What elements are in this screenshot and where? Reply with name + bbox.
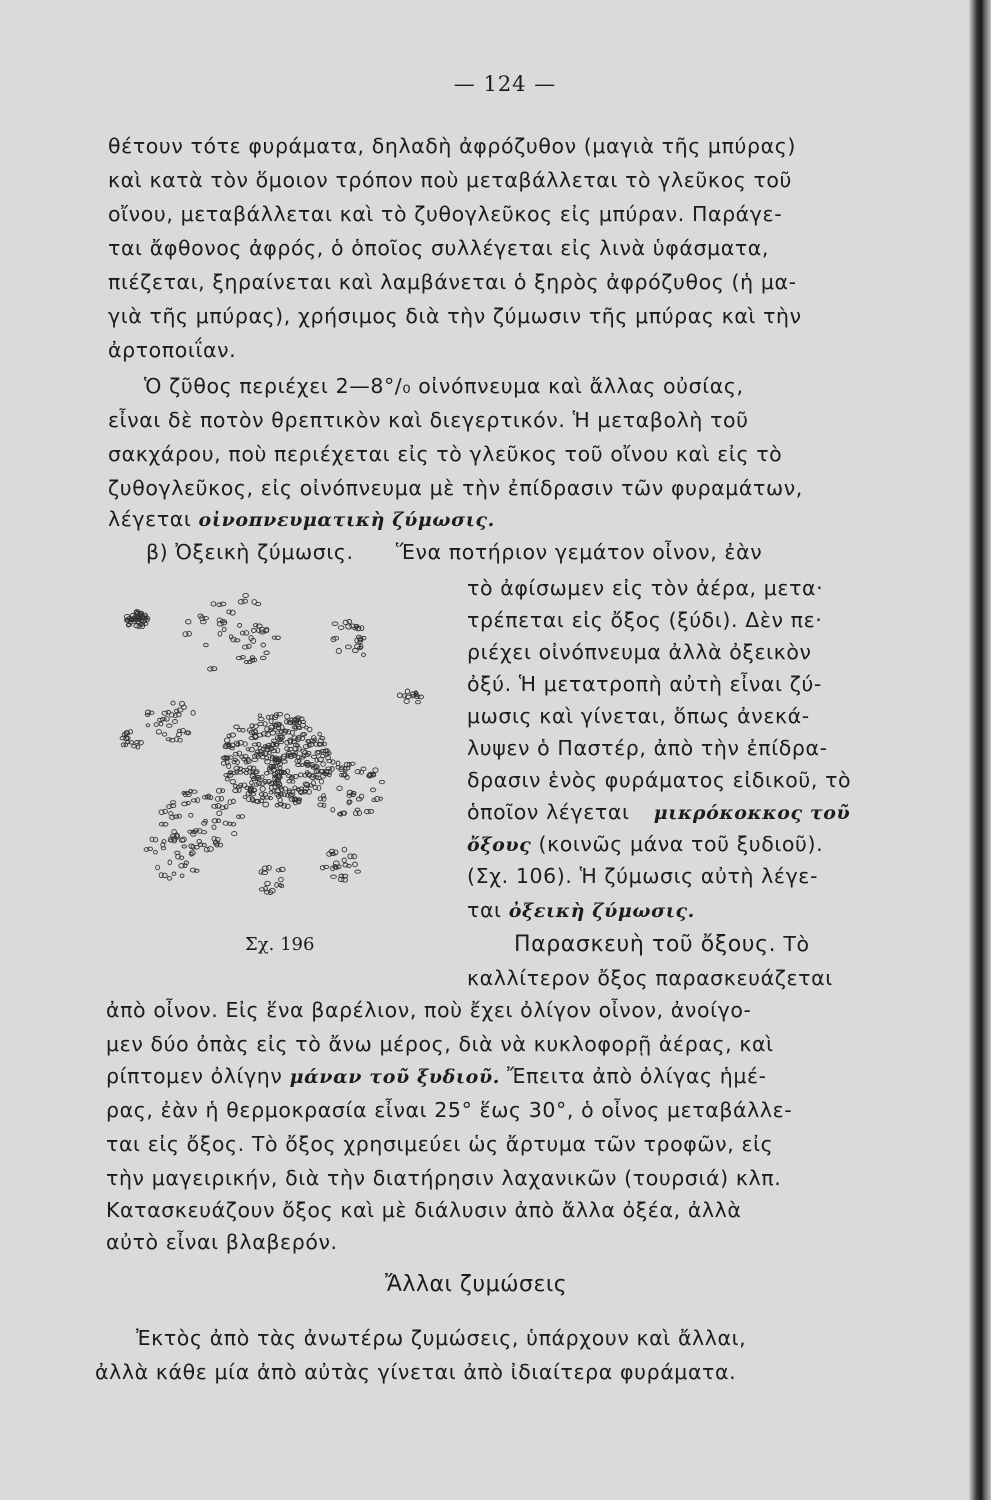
bacterium-cell (397, 693, 402, 698)
text-fragment: Ἔπειτα ἀπὸ ὀλίγας ἡμέ- (499, 1064, 767, 1088)
bacterium-cell (238, 623, 242, 627)
bacterium-cell (234, 639, 240, 642)
text-fragment: λέγεται (108, 507, 199, 531)
text-line: Ἐκτὸς ἀπὸ τὰς ἀνωτέρω ζυμώσεις, ὑπάρχουν καὶ ἄλλαι, (136, 1326, 747, 1350)
bacterium-cell (336, 649, 341, 654)
bacterium-cell (342, 858, 346, 863)
bacterium-cell (278, 766, 282, 769)
emphasized-term: ὀξεικὴ ζύμωσις. (508, 900, 695, 922)
bacterium-cell (204, 643, 209, 646)
bacterium-cell (318, 732, 322, 736)
text-line: μεν δύο ὀπὰς εἰς τὸ ἄνω μέρος, διὰ νὰ κυκλοφορῇ ἀέρας, καὶ (106, 1032, 774, 1056)
text-fragment: ὁποῖον λέγεται (467, 800, 630, 824)
bacterium-cell (153, 850, 157, 854)
emphasized-term: οἰνοπνευματικὴ ζύμωσις. (198, 509, 495, 531)
bacterium-cell (189, 813, 193, 817)
bacterium-cell (353, 862, 358, 867)
bacterium-cell (252, 758, 258, 761)
section-heading: Ἄλλαι ζυμώσεις (385, 1272, 568, 1297)
bacterium-cell (186, 801, 190, 804)
bacterium-cell (173, 815, 179, 818)
bacterium-cell (362, 653, 366, 657)
bacterium-cell (373, 768, 378, 773)
paragraph-heading: Παρασκευὴ τοῦ ὄξους. (514, 932, 777, 957)
text-line: τρέπεται εἰς ὄξος (ξύδι). Δὲν πε· (467, 608, 823, 632)
bacterium-cell (232, 799, 236, 804)
bacterium-cell (230, 779, 235, 784)
figure-caption: Σχ. 196 (245, 934, 315, 955)
bacterium-cell (181, 837, 187, 842)
text-line: ριέχει οἰνόπνευμα ἀλλὰ ὀξεικὸν (467, 640, 812, 664)
bacterium-cell (247, 644, 252, 648)
page-number: — 124 — (453, 72, 557, 96)
text-line (146, 538, 762, 566)
bacterium-cell (156, 865, 160, 870)
bacterium-cell (342, 874, 348, 877)
text-line: εἶναι δὲ ποτὸν θρεπτικὸν καὶ διεγερτικόν. Ἡ μεταβολὴ τοῦ (108, 408, 749, 432)
bacterium-cell (217, 811, 222, 816)
text-line: ται ἄφθονος ἀφρός, ὁ ὁποῖος συλλέγεται εἰς λινὰ ὑφάσματα, (108, 236, 769, 260)
text-line: καλλίτερον ὄξος παρασκευάζεται (467, 966, 833, 990)
bacterium-cell (224, 738, 230, 743)
bacterium-cell (240, 656, 245, 659)
bacterium-cell (250, 781, 254, 785)
bacterium-cell (187, 631, 192, 636)
bacterium-cell (243, 593, 249, 597)
bacterium-cell (168, 876, 172, 880)
bacterium-cell (260, 786, 265, 791)
page-binding-edge (969, 0, 991, 1500)
bacterium-cell (416, 701, 421, 704)
text-line: ὀξύ. Ἡ μετατροπὴ αὐτὴ εἶναι ζύ- (467, 672, 822, 696)
text-line: τὸ ἀφίσωμεν εἰς τὸν ἀέρα, μετα· (467, 576, 824, 600)
bacterium-cell (291, 730, 295, 735)
text-line: πιέζεται, ξηραίνεται καὶ λαμβάνεται ὁ ξηρὸς ἀφρόζυθος (ἡ μα- (108, 270, 797, 294)
bacterium-cell (162, 733, 166, 737)
bacterium-cell (323, 742, 327, 746)
bacterium-cell (218, 631, 222, 636)
bacterium-cell (266, 865, 271, 870)
bacterium-cell (272, 739, 277, 742)
bacterium-cell (256, 742, 261, 746)
bacterium-cell (258, 714, 262, 717)
bacterium-cell (279, 741, 284, 744)
bacterium-cell (190, 868, 196, 872)
bacterium-cell (212, 825, 216, 830)
text-line: οἴνου, μεταβάλλεται καὶ τὸ ζυθογλεῦκος εἰς μπύραν. Παράγε- (108, 202, 783, 226)
bacterium-cell (275, 883, 279, 888)
text-line: Ὁ ζῦθος περιέχει 2—8°/₀ οἰνόπνευμα καὶ ἄλλας οὐσίας, (144, 374, 744, 398)
bacterium-cell (361, 767, 366, 771)
bacterium-cell (208, 847, 214, 852)
bacterium-cell (342, 878, 348, 882)
bacterium-cell (418, 695, 423, 699)
bacterium-cell (301, 749, 306, 754)
text-line: τὴν μαγειρικήν, διὰ τὴν διατήρησιν λαχανικῶν (τουρσιά) κλπ. (106, 1166, 782, 1190)
emphasized-term: μικρόκοκκος τοῦ (653, 802, 851, 824)
bacterium-cell (285, 714, 290, 719)
text-line (108, 505, 495, 534)
bacterium-cell (263, 802, 269, 807)
bacterium-cell (265, 881, 271, 886)
text-line: ἀλλὰ κάθε μία ἀπὸ αὐτὰς γίνεται ἀπὸ ἰδιαίτερα φυράματα. (95, 1360, 737, 1384)
bacterium-cell (211, 667, 217, 671)
text-line (467, 798, 850, 827)
text-line: καὶ κατὰ τὸν ὅμοιον τρόπον ποὺ μεταβάλλεται τὸ γλεῦκος τοῦ (108, 168, 793, 192)
bacterium-cell (379, 780, 384, 783)
bacterium-cell (154, 723, 158, 727)
bacterium-cell (337, 786, 342, 790)
bacterium-cell (269, 719, 273, 724)
bacterium-cell (260, 656, 266, 659)
subsection-heading: β) Ὀξεικὴ ζύμωσις. (146, 540, 354, 564)
text-fragment: (κοινῶς μάνα τοῦ ξυδιοῦ). (531, 832, 824, 856)
text-line: (Σχ. 106). Ἡ ζύμωσις αὐτὴ λέγε- (467, 864, 818, 888)
bacterium-cell (243, 796, 247, 799)
bacteria-micrograph-figure (110, 580, 440, 910)
bacterium-cell (169, 812, 173, 816)
text-fragment: Ἕνα ποτήριον γεμάτον οἶνον, ἐὰν (395, 540, 763, 564)
bacterium-cell (177, 733, 182, 737)
bacterium-cell (175, 851, 180, 854)
text-line: ται εἰς ὄξος. Τὸ ὄξος χρησιμεύει ὡς ἄρτυμα τῶν τροφῶν, εἰς (106, 1132, 774, 1156)
text-line: γιὰ τῆς μπύρας), χρήσιμος διὰ τὴν ζύμωσιν τῆς μπύρας καὶ τὴν (108, 304, 802, 328)
text-line: ἀπὸ οἶνον. Εἰς ἕνα βαρέλιον, ποὺ ἔχει ὀλίγον οἶνον, ἀνοίγο- (106, 998, 752, 1022)
bacterium-cell (352, 854, 357, 859)
text-fragment: Τὸ (776, 932, 810, 956)
bacterium-cell (220, 602, 226, 606)
bacterium-cell (202, 831, 207, 834)
text-line: μωσις καὶ γίνεται, ὅπως ἀνεκά- (467, 704, 810, 728)
bacterium-cell (164, 717, 169, 722)
text-line: λυψεν ὁ Παστέρ, ἀπὸ τὴν ἐπίδρα- (467, 736, 828, 760)
bacterium-cell (405, 689, 409, 694)
bacterium-cell (182, 845, 187, 848)
bacterium-cell (332, 622, 338, 626)
bacterium-cell (269, 797, 273, 800)
text-line: σακχάρου, ποὺ περιέχεται εἰς τὸ γλεῦκος τοῦ οἴνου καὶ εἰς τὸ (108, 442, 783, 466)
text-fragment: ται (467, 898, 509, 922)
bacterium-cell (146, 724, 150, 727)
bacterium-cell (190, 832, 196, 836)
bacterium-cell (339, 626, 344, 630)
text-line: ἀρτοποιΐαν. (108, 338, 237, 362)
bacterium-cell (167, 724, 173, 727)
bacterium-cell (285, 804, 290, 808)
bacterium-cell (303, 745, 309, 749)
bacterium-cell (167, 805, 172, 809)
bacterium-cell (156, 730, 161, 734)
bacterium-cell (222, 627, 226, 631)
bacterium-cell (149, 711, 154, 714)
bacterium-cell (261, 643, 266, 647)
bacterium-cell (331, 808, 335, 812)
bacterium-cell (171, 701, 175, 705)
bacterium-cell (279, 877, 284, 882)
emphasized-term: ὄξους (467, 834, 532, 856)
bacterium-cell (331, 875, 337, 878)
emphasized-term: μάναν τοῦ ξυδιοῦ. (289, 1066, 500, 1088)
bacterium-cell (242, 599, 247, 603)
text-line: θέτουν τότε φυράματα, δηλαδὴ ἀφρόζυθον (μαγιὰ τῆς μπύρας) (108, 134, 796, 158)
text-line: αὐτὸ εἶναι βλαβερόν. (106, 1230, 338, 1254)
bacterium-cell (347, 620, 351, 624)
text-line (106, 1062, 767, 1091)
bacterium-cell (159, 722, 163, 726)
bacterium-cell (173, 720, 178, 724)
bacterium-cell (265, 732, 270, 737)
text-line: ζυθογλεῦκος, εἰς οἰνόπνευμα μὲ τὴν ἐπίδρασιν τῶν φυραμάτων, (108, 476, 803, 500)
bacterium-cell (355, 870, 361, 873)
bacterium-cell (299, 773, 303, 777)
bacterium-cell (342, 847, 347, 852)
bacterium-cell (163, 823, 168, 827)
bacterium-cell (180, 874, 184, 877)
bacterium-cell (258, 717, 264, 720)
bacterium-cell (163, 809, 168, 813)
text-line: ρας, ἐὰν ἡ θερμοκρασία εἶναι 25° ἕως 30°, ὁ οἶνος μεταβάλλε- (106, 1098, 793, 1122)
bacterium-cell (257, 628, 261, 632)
bacterium-cell (371, 788, 376, 792)
bacterium-cell (138, 740, 143, 744)
bacterium-cell (264, 651, 269, 655)
bacterium-cell (232, 832, 237, 836)
bacterium-cell (322, 794, 326, 799)
bacterium-cell (168, 860, 172, 865)
bacterium-cell (194, 869, 199, 872)
bacterium-cell (211, 602, 216, 606)
bacterium-cell (404, 699, 409, 704)
bacterium-cell (368, 810, 374, 814)
bacterium-cell (360, 626, 364, 631)
bacterium-cell (225, 778, 229, 781)
bacterium-cell (195, 798, 199, 803)
bacterium-cell (321, 762, 326, 767)
bacterium-cell (346, 645, 352, 649)
bacterium-cell (203, 617, 208, 620)
text-line: δρασιν ἑνὸς φυράματος εἰδικοῦ, τὸ (467, 768, 852, 792)
bacterium-cell (250, 793, 256, 796)
bacterium-cell (228, 800, 232, 805)
text-line (467, 830, 823, 859)
bacterium-cell (170, 804, 176, 807)
bacterium-cell (251, 629, 256, 633)
bacterium-cell (346, 624, 352, 629)
bacterium-cell (277, 712, 283, 716)
bacterium-cell (170, 801, 175, 804)
bacterium-cell (172, 872, 176, 875)
text-line (514, 930, 810, 959)
text-line: Κατασκευάζουν ὄξος καὶ μὲ διάλυσιν ἀπὸ ἄλλα ὀξέα, ἀλλὰ (106, 1198, 742, 1222)
bacterium-cell (311, 755, 316, 758)
text-line (467, 896, 695, 925)
bacterium-cell (191, 711, 195, 716)
bacterium-cell (186, 620, 191, 624)
bacterium-cell (161, 847, 166, 850)
text-fragment: ρίπτομεν ὀλίγην (106, 1064, 290, 1088)
bacterium-cell (216, 819, 220, 823)
